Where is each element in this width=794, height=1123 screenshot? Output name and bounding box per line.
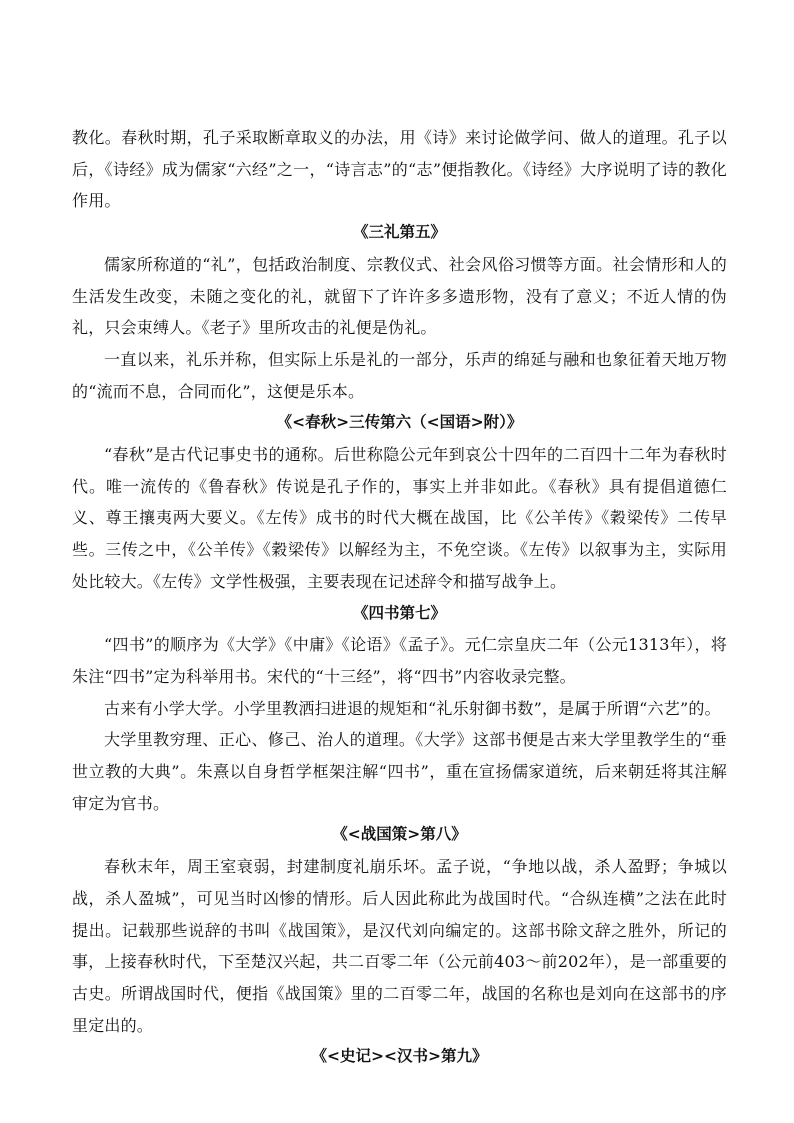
paragraph-poetry-education: 教化。春秋时期，孔子采取断章取义的办法，用《诗》来讨论做学问、做人的道理。孔子以后，《诗经》成为儒家“六经”之一，“诗言志”的“志”便指教化。《诗经》大序说明了诗的教化作用。 bbox=[72, 128, 727, 211]
document-page bbox=[72, 122, 727, 1073]
paragraph-zhanguo: 春秋末年，周王室衰弱，封建制度礼崩乐坏。孟子说，“争地以战，杀人盈野；争城以战，杀人盈城”，可见当时凶惨的情形。后人因此称此为战国时代。“合纵连横”之法在此时提出。记载那些说辞的书叫《战国策》，是汉代刘向编定的。这部书除文辞之胜外，所记的事，上接春秋时代，下至楚汉兴起，共二百零二年（公元前403～前202年），是一部重要的古史。所谓战国时代，便指《战国策》里的二百零二年，战国的名称也是刘向在这部书的序里定出的。 bbox=[72, 857, 727, 1035]
section-title-shiji-hanshu: 《<史记><汉书>第九》 bbox=[311, 1047, 488, 1066]
section-title-zhanguoce: 《<战国策>第八》 bbox=[332, 825, 467, 844]
paragraph-chunqiu: “春秋”是古代记事史书的通称。后世称隐公元年到哀公十四年的二百四十二年为春秋时代。唯一流传的《鲁春秋》传说是孔子作的，事实上并非如此。《春秋》具有提倡道德仁义、尊王攘夷两大要义。《左传》成书的时代大概在战国，比《公羊传》《穀梁传》二传早些。三传之中，《公羊传》《穀梁传》以解经为主，不免空谈。《左传》以叙事为主，实际用处比较大。《左传》文学性极强，主要表现在记述辞令和描写战争上。 bbox=[72, 445, 727, 591]
paragraph-yue: 一直以来，礼乐并称，但实际上乐是礼的一部分，乐声的绵延与融和也象征着天地万物的“流而不息，合同而化”，这便是乐本。 bbox=[72, 349, 727, 401]
paragraph-xiaoxue: 古来有小学大学。小学里教洒扫进退的规矩和“礼乐射御书数”，是属于所谓“六艺”的。 bbox=[104, 698, 721, 718]
section-title-sishu: 《四书第七》 bbox=[352, 603, 446, 622]
section-title-sanli: 《三礼第五》 bbox=[352, 223, 446, 242]
paragraph-sishu-order: “四书”的顺序为《大学》《中庸》《论语》《孟子》。元仁宗皇庆二年（公元1313年），将朱注“四书”定为科举用书。宋代的“十三经”，将“四书”内容收录完整。 bbox=[72, 635, 727, 686]
section-title-chunqiu: 《<春秋>三传第六（<国语>附）》 bbox=[276, 413, 523, 432]
paragraph-li: 儒家所称道的“礼”，包括政治制度、宗教仪式、社会风俗习惯等方面。社会情形和人的生活发生改变，未随之变化的礼，就留下了许许多多遗形物，没有了意义；不近人情的伪礼，只会束缚人。《老子》里所攻击的礼便是伪礼。 bbox=[72, 254, 727, 338]
paragraph-daxue: 大学里教穷理、正心、修己、治人的道理。《大学》这部书便是古来大学里教学生的“垂世立教的大典”。朱熹以自身哲学框架注解“四书”，重在宣扬儒家道统，后来朝廷将其注解审定为官书。 bbox=[72, 730, 727, 813]
